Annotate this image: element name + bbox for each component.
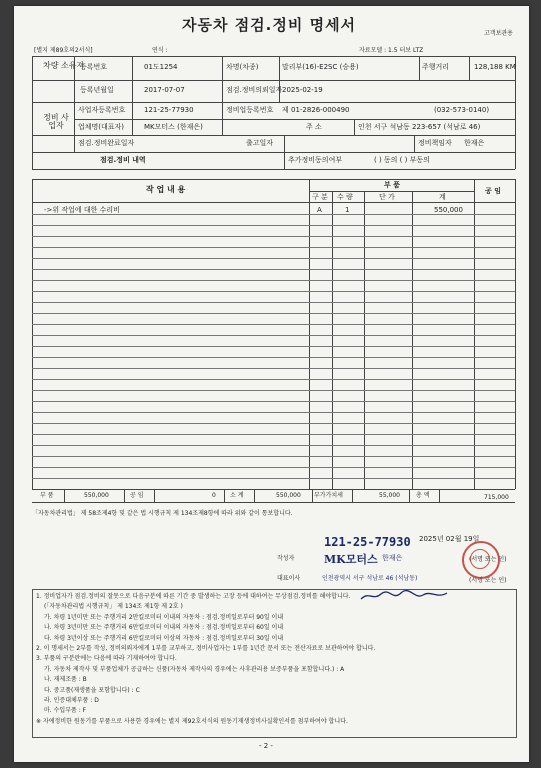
note-line: 다. 중고품(재생품을 포함합니다) : C — [44, 686, 140, 694]
biz-no-label: 사업자등록번호 — [78, 106, 126, 114]
author-label: 작성자 — [277, 555, 295, 562]
legal-notice: 「자동차관리법」 제 58조제4항 및 같은 법 시행규칙 제 134조제8항에 따라 위와 같이 통보합니다. — [32, 510, 293, 517]
sign-note: (서명 또는 인) — [469, 556, 507, 563]
rep-label: 대표이사 — [277, 575, 301, 582]
table-row — [32, 445, 515, 446]
table-row — [32, 478, 515, 479]
note-line: 라. 인증대체부품 : D — [44, 697, 99, 704]
col-type-header: 구 분 — [312, 193, 328, 201]
mileage-label: 주행거리 — [422, 63, 450, 71]
col-unit-header: 단 가 — [379, 193, 395, 201]
table-row — [32, 324, 515, 325]
document-title: 자동차 점검.정비 명세서 — [182, 16, 357, 34]
extra-consent-label: 추가정비동의여부 — [288, 156, 343, 164]
grand-total-value: 715,000 — [484, 494, 509, 501]
mileage-value: 128,188 KM — [474, 63, 516, 71]
note-line: 3. 부품의 구분란에는 다음에 따라 기재하여야 합니다. — [36, 655, 177, 663]
sign-note-2: (서명 또는 인) — [469, 577, 507, 584]
labor-total-value: 0 — [212, 492, 216, 499]
table-row — [32, 225, 515, 226]
table-row — [32, 467, 515, 468]
table-row — [32, 412, 515, 413]
subtotal-value: 550,000 — [276, 492, 301, 499]
note-line: (「자동차관리법 시행규칙」 제 134조 제1항 제 2호 ) — [44, 603, 183, 611]
note-line: 2. 이 명세서는 2부를 작성, 정비의뢰자에게 1부를 교부하고, 정비사업자는 1부를 1년간 문서 또는 전산자료로 보관하여야 합니다. — [36, 645, 376, 652]
note-line: 가. 자동차 제작사 및 부품업체가 공급하는 신품(자동차 제작사의 경우에는 사후관리용 보증부품을 포함합니다.) : A — [44, 665, 345, 673]
mechanic-value: 한재은 — [464, 139, 485, 147]
reg-date-value: 2017-07-07 — [144, 86, 185, 94]
history-label: 점검.정비 내역 — [100, 156, 146, 164]
table-row — [32, 368, 515, 369]
out-date-label: 출고일자 — [246, 139, 274, 147]
parts-total-value: 550,000 — [84, 492, 109, 499]
work-row-desc: ->위 작업에 대한 수리비 — [44, 206, 120, 214]
copy-label: 고객보관용 — [484, 30, 513, 37]
table-row — [32, 214, 515, 215]
document-page — [14, 6, 529, 762]
mechanic-label: 정비책임자 — [418, 139, 452, 147]
shop-reg-label: 정비업등록번호 — [226, 106, 274, 114]
subtotal-label: 소 계 — [230, 492, 244, 499]
reg-date-label: 등록년월일 — [80, 86, 114, 94]
work-row-total: 550,000 — [434, 206, 463, 214]
address-label: 주 소 — [306, 123, 322, 131]
grand-total-label: 총 액 — [416, 492, 430, 499]
table-row — [32, 390, 515, 391]
col-parts-header: 부 품 — [384, 181, 400, 189]
year-label: 연식 : — [152, 47, 168, 54]
sign-company: MK모터스 — [324, 553, 378, 566]
reg-no-label: 등록번호 — [80, 63, 108, 71]
table-row — [32, 335, 515, 336]
address-value: 인천 서구 석남동 223-657 (석남로 46) — [358, 123, 481, 131]
work-row-qty: 1 — [345, 206, 350, 214]
page-number: - 2 - — [259, 742, 273, 750]
note-line: 나. 재제조품 : B — [44, 676, 87, 684]
done-date-label: 점검.정비완료일자 — [78, 139, 135, 147]
sign-biz-no: 121-25-77930 — [324, 535, 411, 549]
table-row — [32, 423, 515, 424]
shop-phone: (032-573-0140) — [434, 106, 490, 114]
company-seal-stamp — [462, 541, 500, 579]
note-line: 다. 차령 3년이상 또는 주행거리 6만킬로미터 이상의 자동차 : 점검.정비일로부터 30일 이내 — [44, 634, 284, 642]
table-row — [32, 434, 515, 435]
table-row — [32, 302, 515, 303]
note-line: ※ 자에정비한 원동기를 부품으로 사용한 경우에는 별지 제92호서식의 원동기재생정비사실확인서를 첨부하여야 합니다. — [36, 717, 348, 725]
reg-no-value: 01도1254 — [144, 63, 178, 71]
table-row — [32, 313, 515, 314]
sign-address: 인천광역시 서구 석남로 46 (석남동) — [322, 575, 418, 582]
model-value: 말리부(16)-E2SC (승용) — [282, 63, 359, 71]
col-total-header: 계 — [439, 193, 446, 201]
model-label: 차명(차종) — [226, 63, 259, 71]
table-row — [32, 291, 515, 292]
note-line: 나. 차령 3년미만 또는 주행거리 6만킬로미터 이내의 자동차 : 점검.정비일로부터 60일 이내 — [44, 624, 284, 632]
note-line: 마. 수입부품 : F — [44, 707, 87, 715]
table-row — [32, 346, 515, 347]
table-row — [32, 258, 515, 259]
table-row — [32, 247, 515, 248]
sign-date: 2025년 02월 19일 — [419, 535, 480, 543]
extra-consent-value: ( ) 동의 ( ) 부동의 — [374, 156, 430, 164]
table-row — [32, 236, 515, 237]
col-labor-header: 공 임 — [485, 187, 501, 195]
parts-total-label: 부 품 — [40, 492, 54, 499]
model-detail: 자료모델 : 1.5 터보 LTZ — [359, 47, 424, 54]
shop-name-label: 업체명(대표자) — [78, 123, 125, 131]
labor-total-label: 공 임 — [130, 492, 144, 499]
note-line: 가. 차령 1년미만 또는 주행거리 2만킬로미터 이내의 자동차 : 점검.정비일로부터 90일 이내 — [44, 613, 284, 621]
work-row-type: A — [317, 206, 322, 214]
table-row — [32, 357, 515, 358]
shop-section-label: 정비 사업자 — [43, 113, 69, 130]
shop-name-value: MK모터스 (한재은) — [144, 123, 203, 131]
col-work-header: 작 업 내 용 — [146, 185, 186, 194]
biz-no-value: 121-25-77930 — [144, 106, 194, 114]
inspect-date-label: 점검.정비의뢰일자 — [226, 86, 283, 94]
table-row — [32, 269, 515, 270]
shop-reg-value: 제 01-2826-000490 — [282, 106, 350, 114]
sign-rep: 한재은 — [382, 554, 403, 562]
note-line: 1. 정비업자가 점검.정비의 잘못으로 다음구분에 따른 기간 중 발생하는 고장 등에 대하여는 무상점검.정비를 해야합니다. — [36, 593, 351, 600]
table-row — [32, 456, 515, 457]
vat-label: 부가가치세 — [314, 492, 343, 499]
form-number: [별지 제89호의2서식] — [34, 47, 93, 54]
owner-section-label: 차량 소유자 — [43, 61, 85, 70]
notes-box — [32, 589, 517, 738]
vat-value: 55,000 — [379, 492, 400, 499]
table-row — [32, 280, 515, 281]
table-row — [32, 401, 515, 402]
table-row — [32, 379, 515, 380]
inspect-date-value: 2025-02-19 — [282, 86, 323, 94]
col-qty-header: 수 량 — [337, 193, 353, 201]
